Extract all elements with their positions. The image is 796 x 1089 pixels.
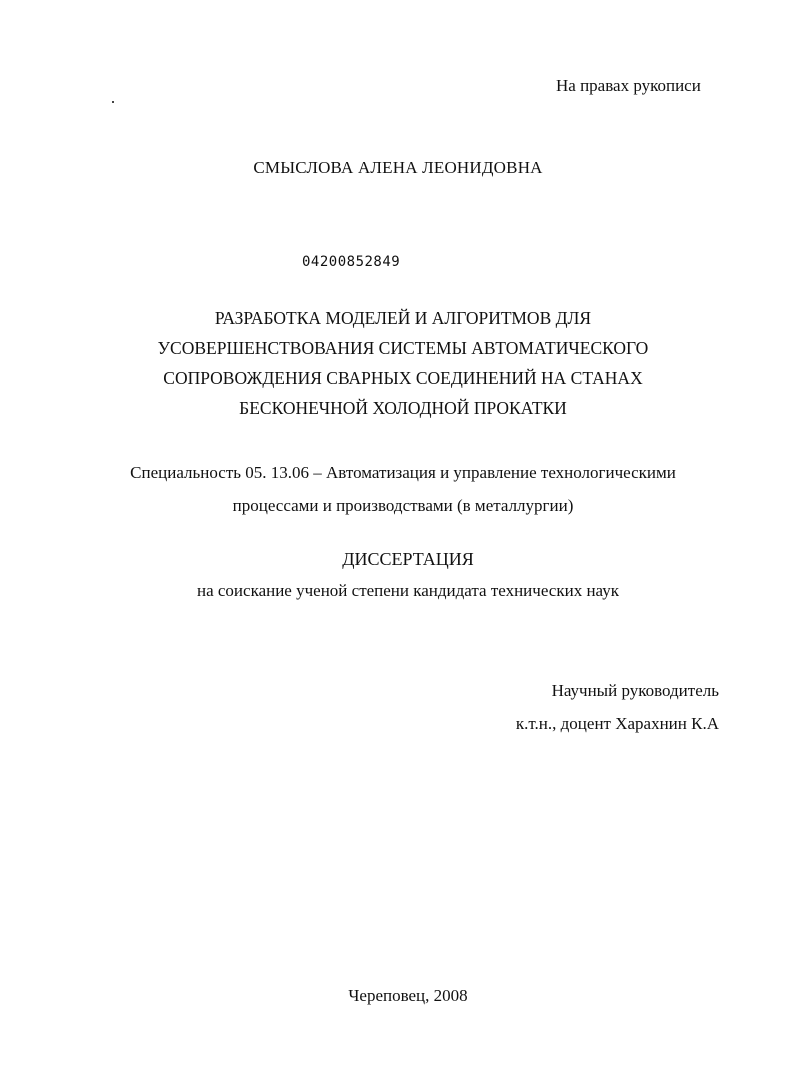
title-line: УСОВЕРШЕНСТВОВАНИЯ СИСТЕМЫ АВТОМАТИЧЕСКОГО bbox=[157, 338, 649, 358]
title-line: РАЗРАБОТКА МОДЕЛЕЙ И АЛГОРИТМОВ ДЛЯ bbox=[214, 308, 592, 328]
registration-number: 04200852849 bbox=[302, 254, 401, 270]
degree-line: на соискание ученой степени кандидата технических наук bbox=[196, 581, 619, 600]
author-name: СМЫСЛОВА АЛЕНА ЛЕОНИДОВНА bbox=[253, 158, 543, 177]
scan-speck bbox=[112, 101, 114, 103]
title-line: СОПРОВОЖДЕНИЯ СВАРНЫХ СОЕДИНЕНИЙ НА СТАНАХ bbox=[163, 368, 643, 388]
supervisor-block bbox=[516, 674, 719, 740]
specialty-line: процессами и производствами (в металлургии) bbox=[232, 496, 574, 515]
specialty bbox=[0, 456, 796, 522]
supervisor-label: Научный руководитель bbox=[551, 681, 719, 700]
document-type: ДИССЕРТАЦИЯ bbox=[342, 549, 474, 569]
place-year: Череповец, 2008 bbox=[348, 986, 468, 1005]
specialty-line: Специальность 05. 13.06 – Автоматизация и управление технологическими bbox=[130, 463, 676, 482]
supervisor-name: к.т.н., доцент Харахнин К.А bbox=[515, 714, 719, 733]
copyright-note: На правах рукописи bbox=[556, 76, 701, 95]
dissertation-title bbox=[0, 303, 796, 423]
title-line: БЕСКОНЕЧНОЙ ХОЛОДНОЙ ПРОКАТКИ bbox=[239, 398, 567, 418]
